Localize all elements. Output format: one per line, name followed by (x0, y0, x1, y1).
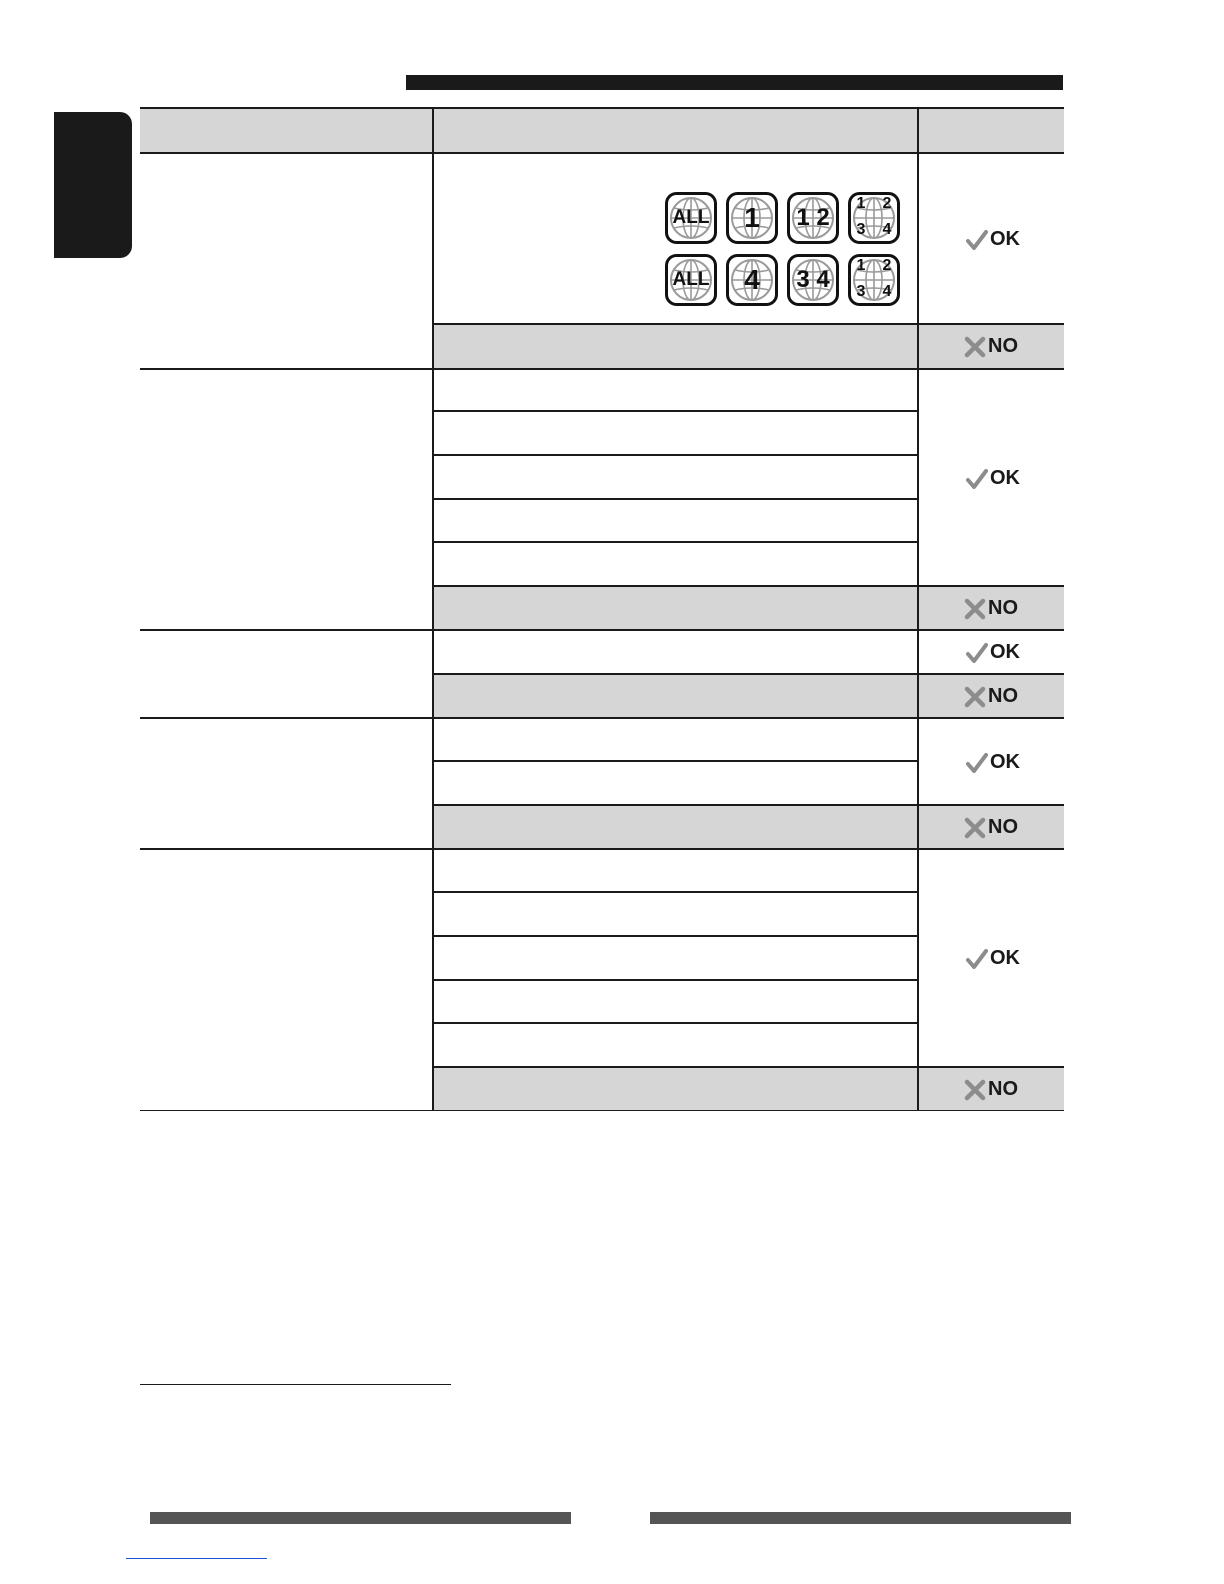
table-rule (140, 152, 1064, 154)
check-icon (966, 229, 988, 251)
region-code-label (848, 254, 900, 306)
region-code-digit: 3 (856, 283, 866, 300)
table-rule (433, 1022, 919, 1024)
region-code-icon (665, 254, 717, 306)
region-code-digit: 1 (856, 195, 866, 212)
table-rule (433, 979, 919, 981)
status-no (964, 597, 1018, 620)
status-ok-label: OK (990, 947, 1020, 969)
table-rule (140, 1110, 1064, 1111)
status-ok (966, 641, 1020, 664)
cross-icon (964, 817, 986, 839)
region-code-label: 4 (744, 264, 760, 295)
region-code-icon (787, 254, 839, 306)
region-code-label: 1 (744, 202, 760, 233)
status-ok (966, 947, 1020, 970)
status-no-label: NO (988, 685, 1018, 707)
footnote-rule (140, 1384, 451, 1385)
table-rule (433, 673, 1064, 675)
region-code-icon (665, 192, 717, 244)
region-code-icon (848, 254, 900, 306)
table-rule (433, 935, 919, 937)
cross-icon (964, 598, 986, 620)
region-code-label: ALL (672, 207, 710, 228)
table-header-row (140, 108, 1064, 152)
status-no (964, 1078, 1018, 1101)
region-code-digit: 4 (882, 221, 892, 238)
table-column-rule (432, 108, 434, 1111)
status-ok (966, 228, 1020, 251)
check-icon (966, 948, 988, 970)
region-code-icon (726, 192, 778, 244)
status-ok-label: OK (990, 228, 1020, 250)
status-ok-label: OK (990, 641, 1020, 663)
cross-icon (964, 686, 986, 708)
table-rule (140, 848, 1064, 850)
region-code-icons (665, 192, 905, 310)
check-icon (966, 752, 988, 774)
region-code-digit: 2 (882, 195, 892, 212)
table-rule (140, 717, 1064, 719)
check-icon (966, 642, 988, 664)
table-rule (433, 323, 1064, 325)
table-rule (433, 454, 919, 456)
table-rule (433, 410, 919, 412)
status-no-label: NO (988, 335, 1018, 357)
status-no (964, 816, 1018, 839)
table-rule (433, 1066, 1064, 1068)
language-tab (54, 112, 132, 258)
status-no (964, 335, 1018, 358)
region-code-icon (787, 192, 839, 244)
table-rule (140, 629, 1064, 631)
region-code-digit: 2 (882, 257, 892, 274)
status-no (964, 685, 1018, 708)
cross-icon (964, 1079, 986, 1101)
status-ok (966, 467, 1020, 490)
region-code-icon (848, 192, 900, 244)
region-code-digit: 1 (856, 257, 866, 274)
region-code-label: 3 4 (796, 266, 830, 293)
table-rule (433, 498, 919, 500)
title-bar (406, 75, 1063, 90)
table-rule (433, 585, 1064, 587)
status-ok-label: OK (990, 751, 1020, 773)
region-code-icon (726, 254, 778, 306)
table-column-rule (917, 108, 919, 1111)
table-rule (140, 107, 1064, 109)
region-code-label: ALL (672, 269, 710, 290)
table-rule (433, 804, 1064, 806)
footer-bar-right (650, 1512, 1071, 1524)
status-ok (966, 751, 1020, 774)
status-no-label: NO (988, 597, 1018, 619)
region-code-digit: 4 (882, 283, 892, 300)
region-code-label (848, 192, 900, 244)
table-rule (433, 891, 919, 893)
status-no-label: NO (988, 1078, 1018, 1100)
table-rule (140, 368, 1064, 370)
region-code-label: 1 2 (796, 204, 830, 231)
footer-link-underline (126, 1558, 267, 1559)
check-icon (966, 468, 988, 490)
status-no-label: NO (988, 816, 1018, 838)
footer-bar-left (150, 1512, 571, 1524)
table-rule (433, 541, 919, 543)
cross-icon (964, 336, 986, 358)
status-ok-label: OK (990, 467, 1020, 489)
table-rule (433, 760, 919, 762)
region-code-digit: 3 (856, 221, 866, 238)
